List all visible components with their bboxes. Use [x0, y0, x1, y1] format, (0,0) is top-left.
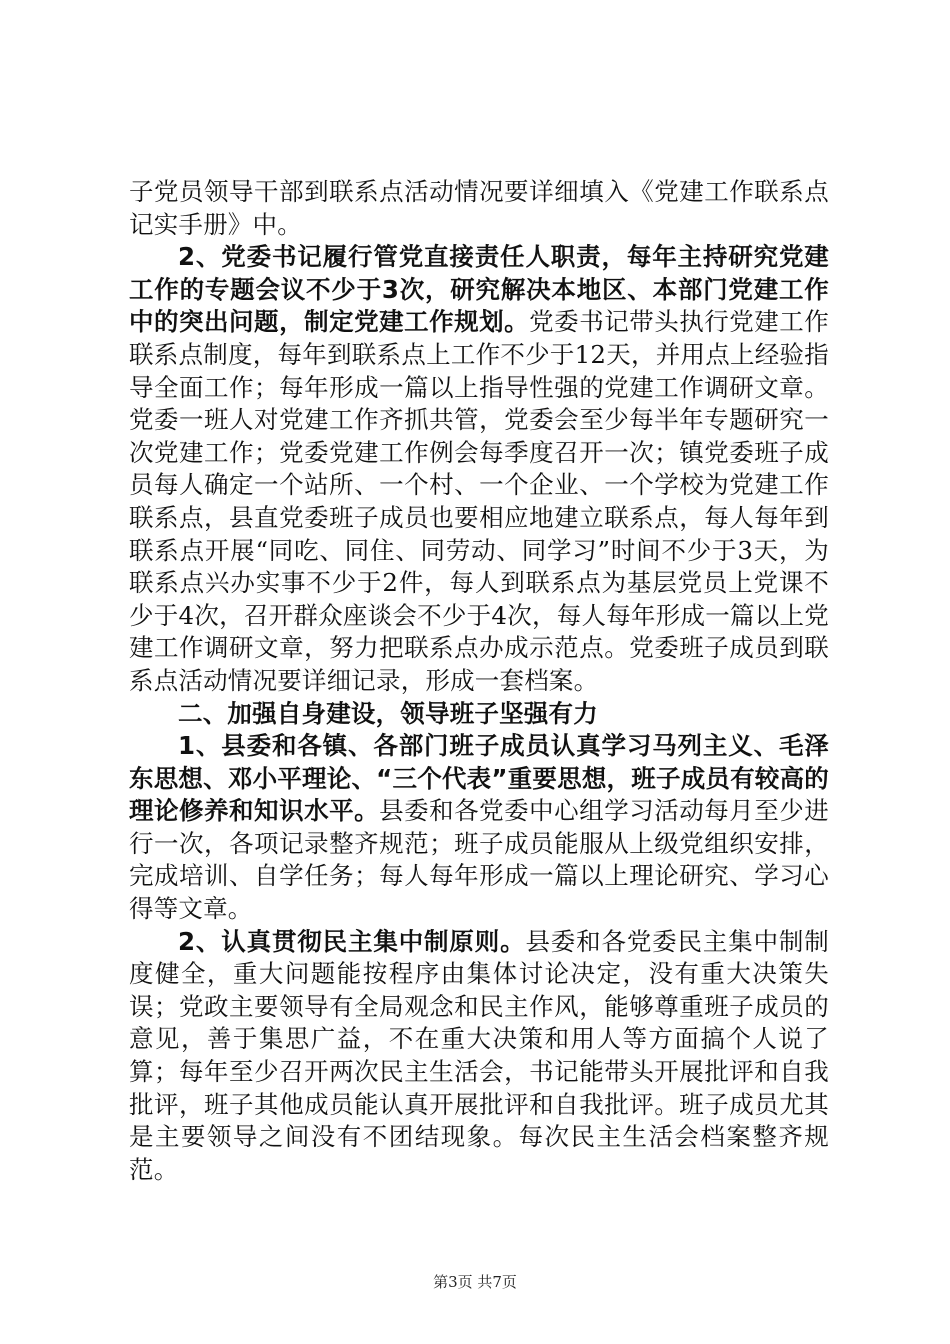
section-heading-text: 二、加强自身建设，领导班子坚强有力	[178, 698, 598, 728]
paragraph-lead: 1、县委和各镇、各部门班子成员认真学习马列主义、毛泽东思想、邓小平理论、“三个代表”重要思想，班子成员有较高的理论修养和知识水平。	[129, 731, 829, 826]
paragraph-democratic-centralism	[129, 926, 829, 1187]
document-body	[129, 176, 829, 1186]
paragraph-text: 县委和各党委中心组学习活动每月至少进行一次，各项记录整齐规范；班子成员能服从上级党组织安排，完成培训、自学任务；每人每年形成一篇以上理论研究、学习心得等文章。	[129, 796, 829, 924]
paragraph-theory-study	[129, 730, 829, 926]
paragraph-lead: 2、党委书记履行管党直接责任人职责，每年主持研究党建工作的专题会议不少于3次，研究解决本地区、本部门党建工作中的突出问题，制定党建工作规划。	[129, 242, 829, 337]
paragraph-text: 子党员领导干部到联系点活动情况要详细填入《党建工作联系点记实手册》中。	[129, 177, 829, 239]
paragraph-party-secretary-duties	[129, 241, 829, 697]
section-heading	[129, 698, 829, 731]
paragraph-lead: 2、认真贯彻民主集中制原则。	[178, 926, 526, 956]
paragraph-text: 县委和各党委民主集中制制度健全，重大问题能按程序由集体讨论决定，没有重大决策失误；党政主要领导有全局观念和民主作风，能够尊重班子成员的意见，善于集思广益，不在重大决策和用人等方面搞个人说了算；每年至少召开两次民主生活会，书记能带头开展批评和自我批评，班子其他成员能认真开展批评和自我批评。班子成员尤其是主要领导之间没有不团结现象。每次民主生活会档案整齐规范。	[129, 926, 829, 1184]
paragraph-text: 党委书记带头执行党建工作联系点制度，每年到联系点上工作不少于12天，并用点上经验指导全面工作；每年形成一篇以上指导性强的党建工作调研文章。党委一班人对党建工作齐抓共管，党委会至少每半年专题研究一次党建工作；党委党建工作例会每季度召开一次；镇党委班子成员每人确定一个站所、一个村、一个企业、一个学校为党建工作联系点，县直党委班子成员也要相应地建立联系点，每人每年到联系点开展“同吃、同住、同劳动、同学习”时间不少于3天，为联系点兴办实事不少于2件，每人到联系点为基层党员上党课不少于4次，召开群众座谈会不少于4次，每人每年形成一篇以上党建工作调研文章，努力把联系点办成示范点。党委班子成员到联系点活动情况要详细记录，形成一套档案。	[129, 307, 829, 695]
page-number-footer: 第3页 共7页	[433, 1273, 517, 1291]
paragraph-continuation	[129, 176, 829, 241]
